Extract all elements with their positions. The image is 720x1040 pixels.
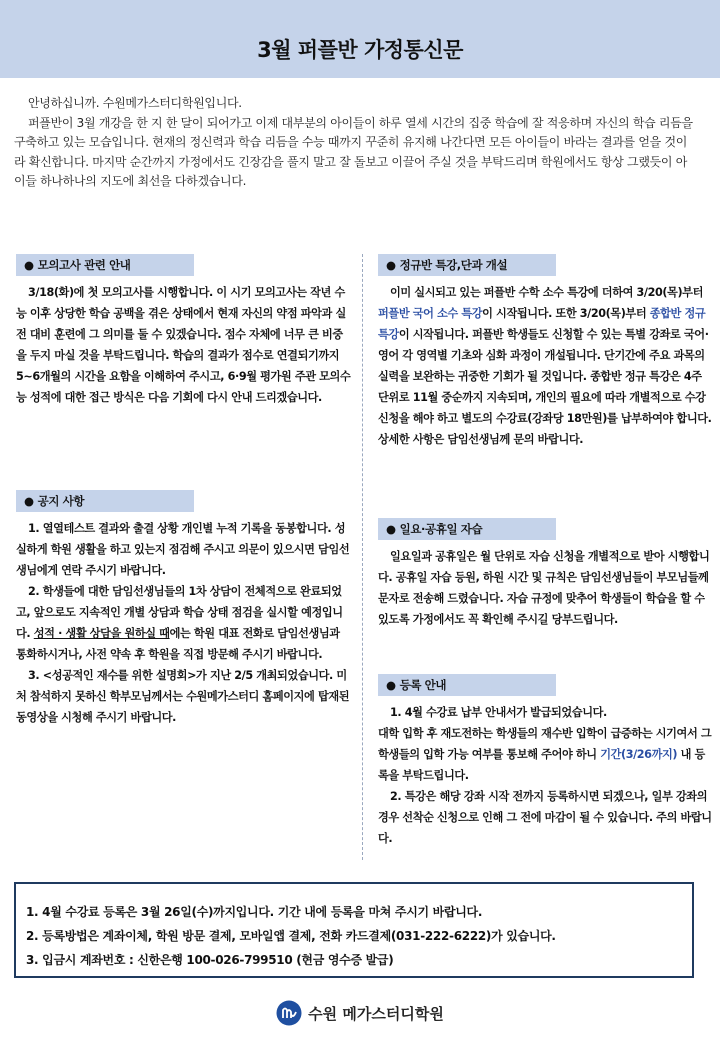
section-head-weekend: ● 일요·공휴일 자습 [378,518,556,540]
summary-line-3: 3. 입금시 계좌번호 : 신한은행 100-026-799510 (현금 영수증 발급) [26,953,394,967]
section-special [378,254,714,450]
section-weekend [378,518,714,630]
summary-line-1: 1. 4월 수강료 등록은 3월 26일(수)까지입니다. 기간 내에 등록을 마쳐 주시기 바랍니다. [26,905,483,919]
footer-logo [0,996,720,1030]
section-register [378,674,714,849]
register-item-1: 1. 4월 수강료 납부 안내서가 발급되었습니다. [390,706,607,719]
intro-body: 퍼플반이 3월 개강을 한 지 한 달이 되어가고 이제 대부분의 아이들이 하루 열세 시간의 집중 학습에 잘 적응하며 자신의 학습 리듬을 구축하고 있는 모습입니다. 현재의 정신력과 학습 리듬을 수능 때까지 꾸준히 유지해 나간다면 모든 아이들이 바라는 결과를 얻을 것이라 확신합니다. 마지막 순간까지 가정에서도 긴장감을 풀지 말고 잘 돌보고 이끌어 주실 것을 부탁드리며 학원에서도 항상 그랬듯이 아이들 하나하나의 지도에 최선을 다하겠습니다. [14,115,693,188]
register-item-1b: 대학 입학 후 재도전하는 학생들의 재수반 입학이 급증하는 시기여서 그 학생들의 입학 가능 여부를 통보해 주어야 하니 기간(3/26까지) 내 등록을 부탁드립니다. [378,727,712,782]
section-head-mock: ● 모의고사 관련 안내 [16,254,194,276]
footer-academy-name: 수원 메가스터디학원 [308,1004,444,1023]
notice-item-2: 2. 학생들에 대한 담임선생님들의 1차 상담이 전체적으로 완료되었고, 앞으로도 지속적인 개별 상담과 학습 상태 점검을 실시할 예정입니다. 성적 · 생활 상담을 원하실 때에는 학원 대표 전화로 담임선생님과 통화하시거나, 사전 약속 후 학원을 직접 방문해 주시기 바랍니다. [16,585,343,661]
notice-item-1: 1. 열열테스트 결과와 출결 상황 개인별 누적 기록을 동봉합니다. 성실하게 학원 생활을 하고 있는지 점검해 주시고 의문이 있으시면 담임선생님에게 연락 주시기 바랍니다. [16,522,350,577]
section-head-notice: ● 공지 사항 [16,490,194,512]
summary-line-2: 2. 등록방법은 계좌이체, 학원 방문 결제, 모바일앱 결제, 전화 카드결제(031-222-6222)가 있습니다. [26,929,556,943]
bullet-icon: ● [24,494,34,508]
page-title: 3월 퍼플반 가정통신문 [257,38,463,62]
section-head-register: ● 등록 안내 [378,674,556,696]
bullet-icon: ● [386,678,396,692]
register-item-2: 2. 특강은 해당 강좌 시작 전까지 등록하시면 되겠으나, 일부 강좌의 경우 선착순 신청으로 인해 그 전에 마감이 될 수 있습니다. 주의 바랍니다. [378,790,712,845]
bullet-icon: ● [24,258,34,272]
mock-text: 3/18(화)에 첫 모의고사를 시행합니다. 이 시기 모의고사는 작년 수능 이후 상당한 학습 공백을 겪은 상태에서 현재 자신의 약점 파악과 실전 대비 훈련에 그 의미를 둘 수 있겠습니다. 점수 자체에 너무 큰 비중을 두지 마실 것을 부탁드립니다. 학습의 결과가 점수로 연결되기까지 5~6개월의 시간을 요함을 이해하여 주시고, 6·9월 평가원 주관 모의수능 성적에 대한 접근 방식은 다음 기회에 다시 안내 드리겠습니다. [16,286,351,404]
section-notice [16,490,352,728]
title-banner [0,0,720,78]
megastudy-logo-icon [276,1000,302,1026]
intro-greeting: 안녕하십니까. 수원메가스터디학원입니다. [28,96,242,110]
special-text: 이미 실시되고 있는 퍼플반 수학 소수 특강에 더하여 3/20(목)부터 퍼플반 국어 소수 특강이 시작됩니다. 또한 3/20(목)부터 종합반 정규 특강이 시작됩니다. 퍼플반 학생들도 신청할 수 있는 특별 강좌로 국어·영어 각 영역별 기초와 심화 과정이 개설됩니다. 단기간에 주요 과목의 실력을 보완하는 귀중한 기회가 될 것입니다. 종합반 정규 특강은 4주 단위로 11월 중순까지 지속되며, 개인의 필요에 따라 개별적으로 수강 신청을 해야 하고 별도의 수강료(강좌당 18만원)를 납부하여야 합니다. 상세한 사항은 담임선생님께 문의 바랍니다. [378,286,712,446]
weekend-text: 일요일과 공휴일은 월 단위로 자습 신청을 개별적으로 받아 시행합니다. 공휴일 자습 등원, 하원 시간 및 규칙은 담임선생님들이 부모님들께 문자로 전송해 드렸습니다. 자습 규정에 맞추어 학생들이 학습을 할 수 있도록 가정에서도 꼭 확인해 주시길 당부드립니다. [378,550,710,626]
bullet-icon: ● [386,258,396,272]
bullet-icon: ● [386,522,396,536]
column-divider [362,254,363,860]
section-mock [16,254,352,408]
notice-item-3: 3. <성공적인 재수를 위한 설명회>가 지난 2/5 개최되었습니다. 미처 참석하지 못하신 학부모님께서는 수원메가스터디 홈페이지에 탑재된 동영상을 시청해 주시기 바랍니다. [16,669,350,724]
section-head-special: ● 정규반 특강,단과 개설 [378,254,556,276]
registration-summary-box [14,882,694,978]
intro [14,94,698,192]
